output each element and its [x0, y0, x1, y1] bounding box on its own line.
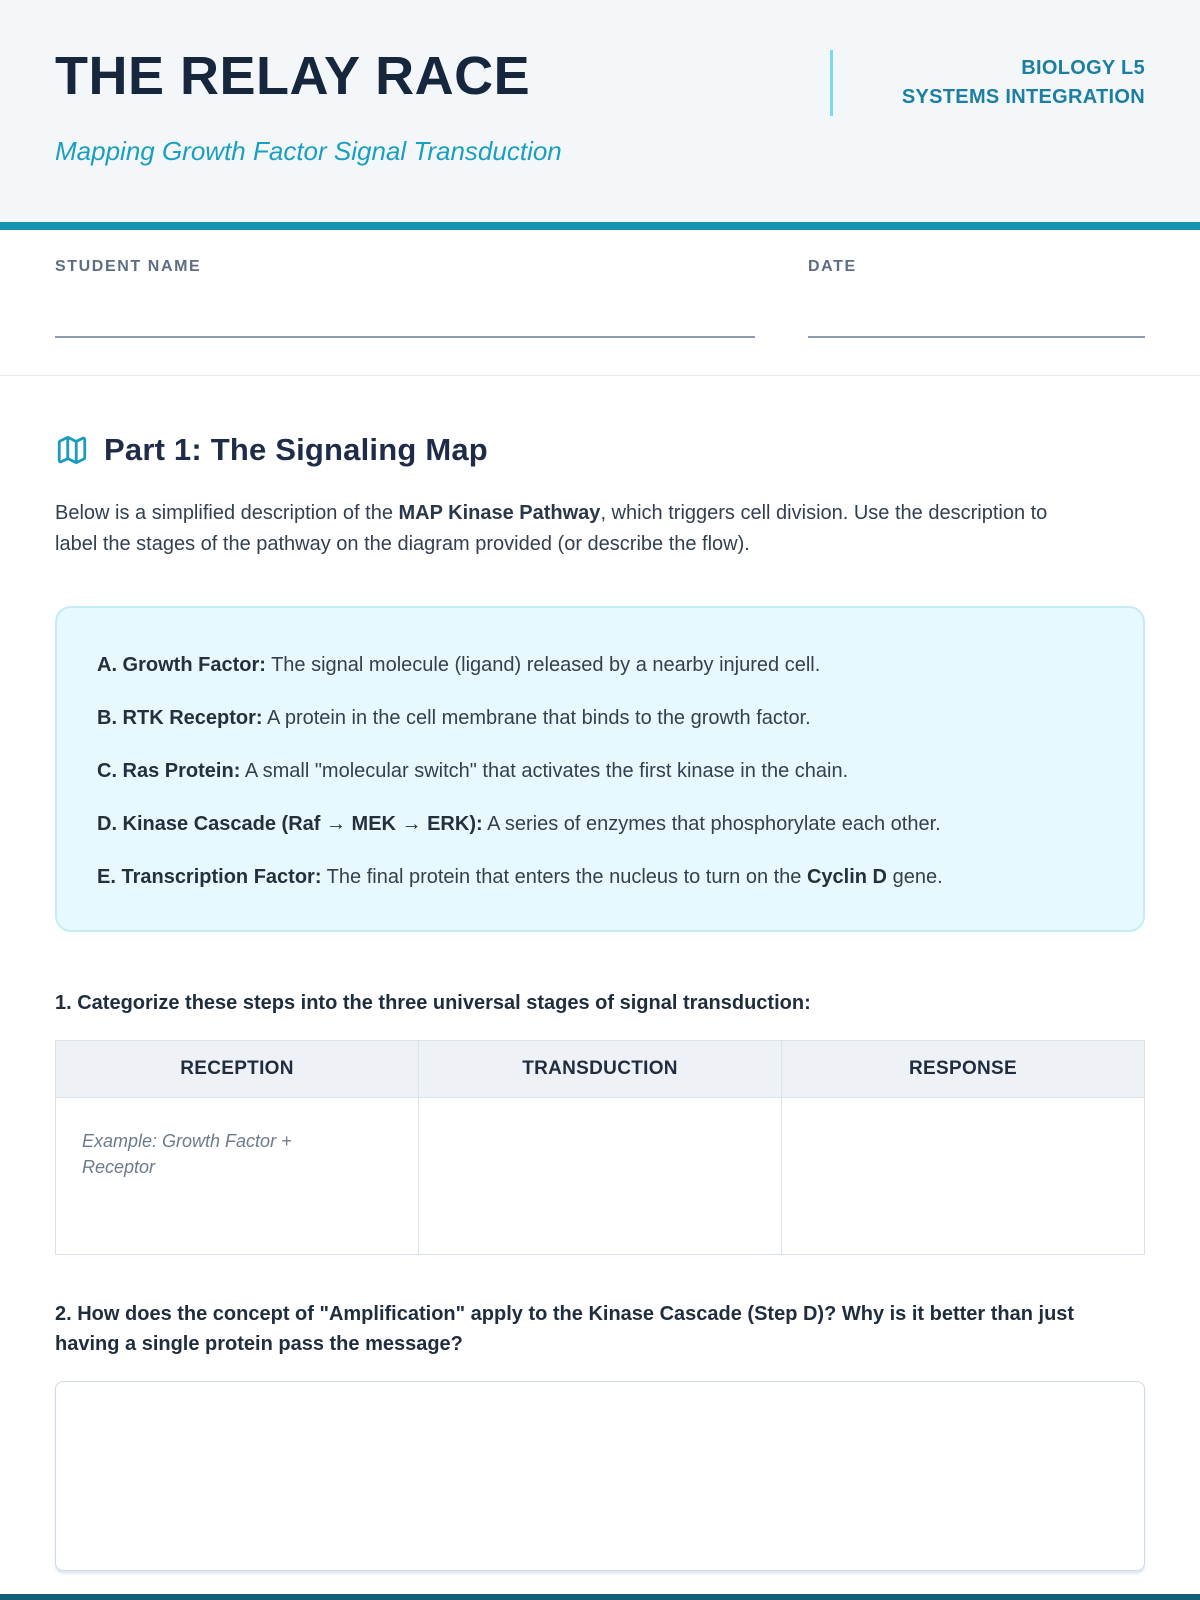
pathway-item-a: A. Growth Factor: The signal molecule (ligand) released by a nearby injured cell. [97, 654, 821, 676]
course-name: BIOLOGY L5 [1021, 57, 1145, 79]
table-header-response: RESPONSE [782, 1041, 1145, 1098]
response-answer-cell[interactable] [782, 1098, 1145, 1255]
student-name-label: STUDENT NAME [55, 258, 202, 275]
page-subtitle: Mapping Growth Factor Signal Transduction [55, 136, 562, 167]
date-input[interactable] [808, 304, 1145, 338]
student-name-input[interactable] [55, 304, 755, 338]
map-icon [55, 433, 89, 467]
table-row [56, 1098, 1145, 1255]
pathway-item-c: C. Ras Protein: A small "molecular switch" that activates the first kinase in the chain. [97, 760, 849, 782]
pathway-description-box [55, 606, 1145, 932]
part1-section [0, 376, 1200, 1576]
part1-title: Part 1: The Signaling Map [104, 432, 488, 467]
worksheet-header [0, 0, 1200, 230]
date-label: DATE [807, 258, 857, 275]
pathway-item-b: B. RTK Receptor: A protein in the cell membrane that binds to the growth factor. [97, 707, 811, 729]
footer-accent-bar [0, 1594, 1200, 1600]
page-title: THE RELAY RACE [55, 46, 531, 106]
part1-heading [55, 432, 1145, 468]
transduction-answer-cell[interactable] [419, 1098, 782, 1255]
question-2-prompt: 2. How does the concept of "Amplification" apply to the Kinase Cascade (Step D)? Why is it better than just having a single protein pass the message? [55, 1303, 1075, 1355]
pathway-item-e: E. Transcription Factor: The final protein that enters the nucleus to turn on the Cyclin D gene. [97, 866, 943, 888]
reception-answer-cell[interactable] [56, 1098, 419, 1255]
part1-intro: Below is a simplified description of the MAP Kinase Pathway, which triggers cell division. Use the description to label the stages of the pathway on the diagram provided (or describe the flow). [55, 502, 1048, 555]
stages-table [55, 1040, 1145, 1255]
student-info-bar [0, 230, 1200, 376]
course-unit: SYSTEMS INTEGRATION [901, 86, 1145, 108]
course-label-block [830, 50, 1145, 116]
question-1-prompt: 1. Categorize these steps into the three universal stages of signal transduction: [55, 992, 811, 1014]
table-header-reception: RECEPTION [56, 1041, 419, 1098]
question-2-answer-box[interactable] [55, 1381, 1145, 1571]
table-header-transduction: TRANSDUCTION [419, 1041, 782, 1098]
example-hint: Example: Growth Factor + Receptor [82, 1131, 292, 1178]
pathway-item-d: D. Kinase Cascade (Raf → MEK → ERK): A series of enzymes that phosphorylate each other. [97, 813, 941, 835]
